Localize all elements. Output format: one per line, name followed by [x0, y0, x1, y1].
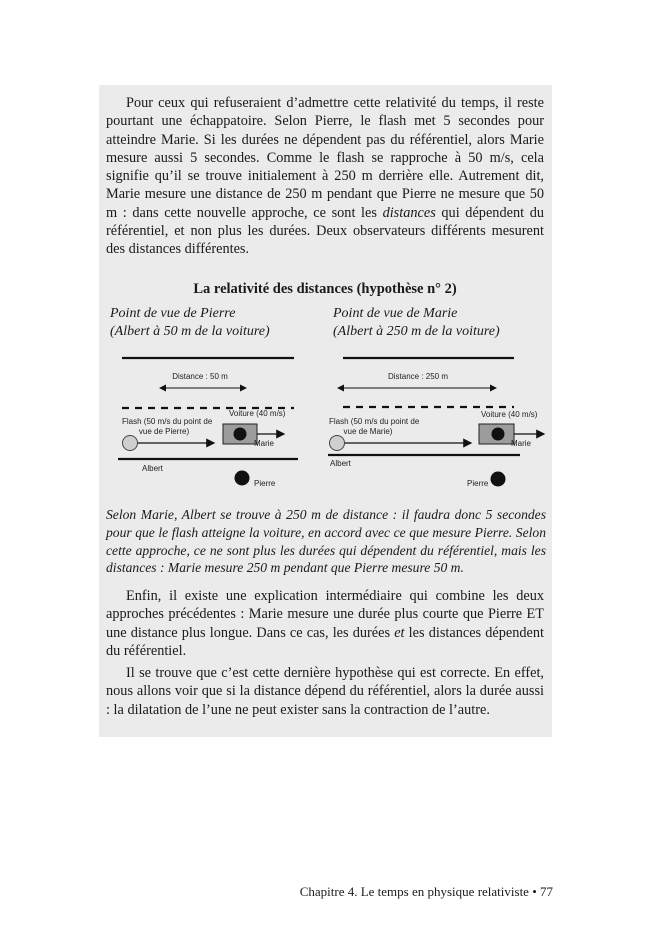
paragraph-2: [106, 587, 544, 660]
albert-label: Albert: [142, 464, 163, 473]
flash-circle: [123, 436, 138, 451]
right-heading-line2: (Albert à 250 m de la voiture): [333, 324, 500, 339]
right-panel: [328, 358, 544, 488]
car-label: Voiture (40 m/s): [229, 409, 286, 418]
right-heading-line1: Point de vue de Marie: [333, 306, 458, 321]
paragraph-2-end: les distances dépendent du référentiel.: [106, 624, 544, 659]
distance-label: Distance : 50 m: [172, 372, 228, 381]
marie-label: Marie: [254, 439, 275, 448]
paragraph-1-emphasis: distances: [382, 204, 436, 221]
distance-label: Distance : 250 m: [387, 372, 449, 381]
pierre-dot: [491, 472, 506, 487]
flash-circle: [330, 436, 345, 451]
paragraph-3: Il se trouve que c’est cette dernière hypothèse qui est correcte. En effet, nous allons voir que si la distance dépend du référentiel, alors la durée aussi : la dilatation de l’une ne peut exister sans la contraction de l’autre.: [106, 665, 544, 718]
paragraph-1-end: qui dépendent du référentiel, et non plus les durées. Deux observateurs différents mesurent des distances différentes.: [106, 204, 544, 258]
pierre-label: Pierre: [254, 479, 276, 488]
car-label: Voiture (40 m/s): [481, 410, 538, 419]
left-heading-line1: Point de vue de Pierre: [110, 306, 236, 321]
page-footer: Chapitre 4. Le temps en physique relativiste • 77: [299, 884, 553, 899]
left-heading-line2: (Albert à 50 m de la voiture): [110, 324, 270, 339]
albert-label: Albert: [330, 459, 351, 468]
pierre-dot: [235, 471, 250, 486]
left-panel: [118, 358, 298, 488]
flash-label-line2: vue de Pierre): [138, 427, 190, 436]
flash-label-line2: vue de Marie): [343, 427, 393, 436]
paragraph-2-text: Enfin, il existe une explication intermédiaire qui combine les deux approches précédentes : Marie mesure une durée plus courte que Pierre ET une distance plus longue. Dans ce cas, les durées: [106, 588, 544, 641]
paragraph-2-emphasis: et: [394, 624, 405, 641]
marie-label: Marie: [511, 439, 532, 448]
paragraph-1-text: Pour ceux qui refuseraient d’admettre cette relativité du temps, il reste pourtant une échappatoire. Selon Pierre, le flash met 5 secondes pour atteindre Marie. Si les durées ne dépendent pas du référentiel, alors Marie mesure aussi 5 secondes. Comme le flash se rapproche à 50 m/s, cela signifie qu’il se trouve initialement à 250 m derrière elle. Autrement dit, Marie mesure une distance de 250 m pendant que Pierre ne mesure que 50 m : dans cette nouvelle approche, ce sont les: [106, 95, 544, 221]
flash-label-line1: Flash (50 m/s du point de: [122, 417, 213, 426]
marie-dot: [234, 428, 247, 441]
marie-dot: [492, 428, 505, 441]
figure-title: La relativité des distances (hypothèse n° 2): [193, 281, 457, 297]
pierre-label: Pierre: [467, 479, 489, 488]
figure-caption: Selon Marie, Albert se trouve à 250 m de distance : il faudra donc 5 secondes pour que le flash atteigne la voiture, en accord avec ce que mesure Pierre. Selon cette approche, ce ne sont plus les durées qui dépendent du référentiel, mais les distances : Marie mesure 250 m pendant que Pierre mesure 50 m.: [106, 507, 546, 576]
flash-label-line1: Flash (50 m/s du point de: [329, 417, 420, 426]
